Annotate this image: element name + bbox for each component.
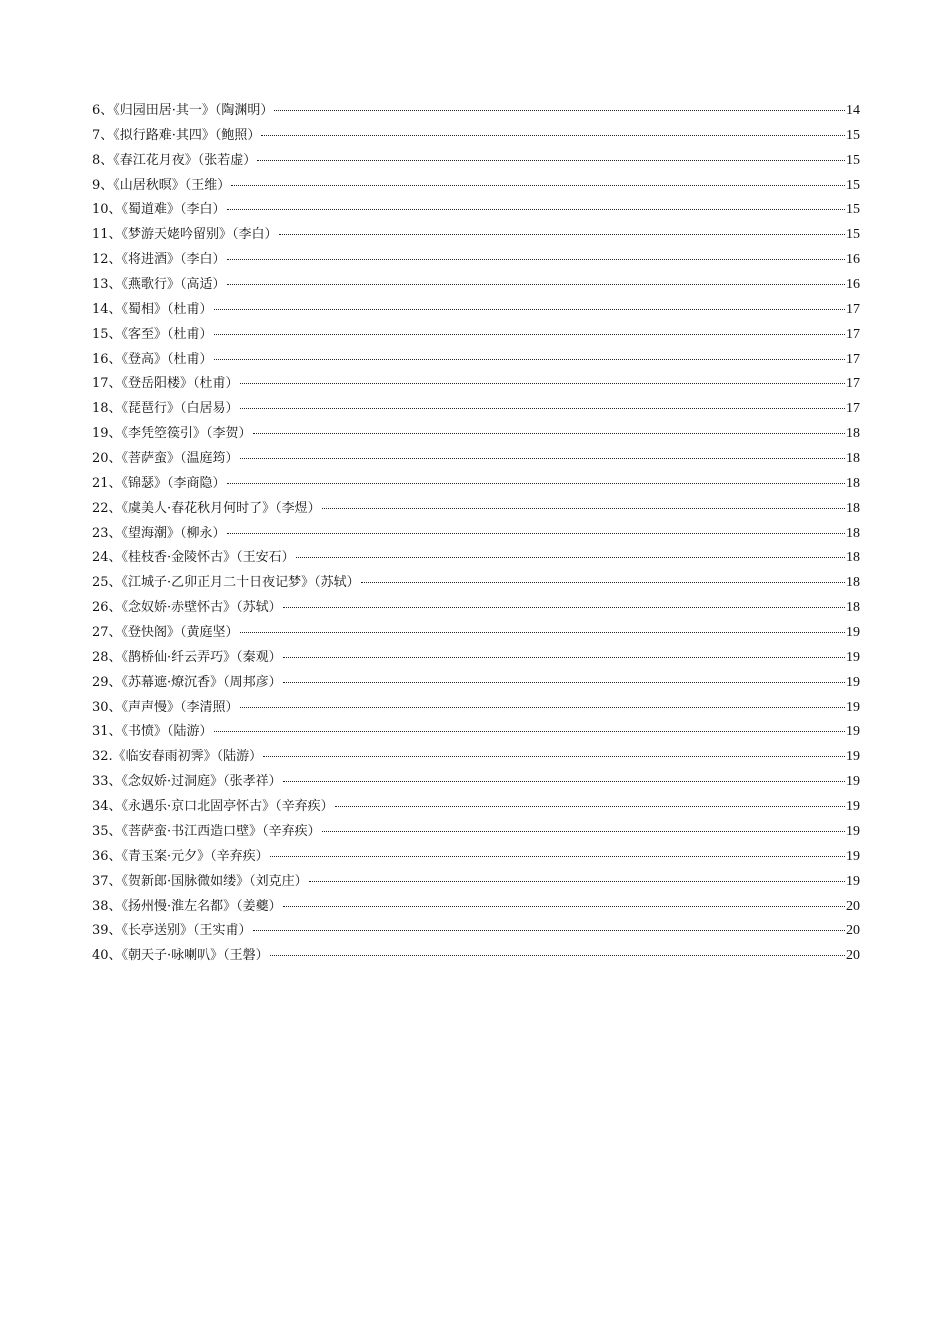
dot-leader (322, 819, 845, 832)
toc-entry-title: 6、《归园田居·其一》（陶渊明） (92, 103, 274, 118)
toc-entry-title: 31、《书愤》（陆游） (92, 724, 213, 740)
dot-leader (227, 272, 845, 285)
toc-entry-page-number: 19 (846, 625, 860, 641)
toc-entry-title: 33、《念奴娇·过洞庭》（张孝祥） (92, 774, 282, 790)
dot-leader (274, 98, 845, 111)
toc-entry-page-number: 20 (846, 898, 860, 914)
toc-entry-title: 12、《将进酒》（李白） (92, 252, 226, 268)
dot-leader (270, 943, 845, 956)
toc-entry-title: 21、《锦瑟》（李商隐） (92, 475, 226, 491)
toc-entry-page-number: 17 (846, 326, 860, 342)
toc-entry-title: 27、《登快阁》（黄庭坚） (92, 625, 239, 641)
toc-entry-title: 14、《蜀相》（杜甫） (92, 301, 213, 317)
dot-leader (240, 695, 845, 708)
toc-entry-title: 37、《贺新郎·国脉微如缕》（刘克庄） (92, 873, 308, 889)
toc-entry[interactable] (92, 820, 860, 845)
toc-entry-title: 25、《江城子·乙卯正月二十日夜记梦》（苏轼） (92, 575, 360, 591)
toc-entry-title: 8、《春江花月夜》（张若虚） (92, 152, 257, 168)
toc-entry[interactable] (92, 596, 860, 621)
toc-entry[interactable] (92, 795, 860, 820)
dot-leader (361, 570, 845, 583)
toc-entry-page-number: 17 (846, 401, 860, 417)
toc-entry[interactable] (92, 323, 860, 348)
toc-entry-title: 17、《登岳阳楼》（杜甫） (92, 376, 239, 392)
dot-leader (214, 322, 845, 335)
toc-entry-page-number: 19 (846, 799, 860, 815)
toc-entry-title: 29、《苏幕遮·燎沉香》（周邦彦） (92, 674, 282, 690)
toc-entry[interactable] (92, 720, 860, 745)
toc-entry-page-number: 15 (846, 127, 860, 143)
toc-entry-title: 39、《长亭送别》（王实甫） (92, 923, 252, 939)
toc-entry-title: 24、《桂枝香·金陵怀古》（王安石） (92, 550, 295, 566)
toc-entry[interactable] (92, 621, 860, 646)
toc-entry-title: 7、《拟行路难·其四》（鲍照） (92, 127, 261, 143)
toc-entry[interactable] (92, 223, 860, 248)
dot-leader (279, 222, 845, 235)
toc-entry[interactable] (92, 546, 860, 571)
dot-leader (335, 794, 845, 807)
toc-entry-title: 36、《青玉案·元夕》（辛弃疾） (92, 848, 269, 864)
toc-entry-page-number: 20 (846, 948, 860, 964)
toc-entry-page-number: 18 (846, 550, 860, 566)
dot-leader (296, 545, 845, 558)
toc-entry[interactable] (92, 447, 860, 472)
toc-entry-page-number: 14 (846, 103, 860, 118)
toc-entry-title: 35、《菩萨蛮·书江西造口壁》（辛弃疾） (92, 823, 321, 839)
dot-leader (283, 769, 845, 782)
toc-entry[interactable] (92, 919, 860, 944)
toc-entry[interactable] (92, 845, 860, 870)
toc-entry-title: 34、《永遇乐·京口北固亭怀古》（辛弃疾） (92, 799, 334, 815)
toc-entry-page-number: 19 (846, 873, 860, 889)
toc-entry-page-number: 17 (846, 301, 860, 317)
dot-leader (283, 595, 845, 608)
toc-entry-page-number: 19 (846, 674, 860, 690)
dot-leader (283, 894, 845, 907)
toc-entry[interactable] (92, 99, 860, 124)
toc-entry-page-number: 19 (846, 699, 860, 715)
toc-entry-title: 18、《琵琶行》（白居易） (92, 401, 239, 417)
toc-entry-title: 9、《山居秋暝》（王维） (92, 177, 231, 193)
dot-leader (227, 247, 845, 260)
toc-entry[interactable] (92, 372, 860, 397)
toc-entry[interactable] (92, 198, 860, 223)
toc-entry-title: 30、《声声慢》（李清照） (92, 699, 239, 715)
toc-entry-title: 13、《燕歌行》（高适） (92, 277, 226, 293)
toc-entry[interactable] (92, 671, 860, 696)
toc-entry-page-number: 20 (846, 923, 860, 939)
dot-leader (227, 521, 845, 534)
toc-entry[interactable] (92, 696, 860, 721)
dot-leader (240, 620, 845, 633)
toc-entry-page-number: 18 (846, 451, 860, 467)
dot-leader (263, 744, 845, 757)
toc-entry-page-number: 18 (846, 525, 860, 541)
toc-entry-title: 28、《鹊桥仙·纤云弄巧》（秦观） (92, 649, 282, 665)
toc-entry-title: 40、《朝天子·咏喇叭》（王磐） (92, 948, 269, 964)
toc-entry-page-number: 19 (846, 848, 860, 864)
toc-entry[interactable] (92, 422, 860, 447)
toc-entry[interactable] (92, 472, 860, 497)
dot-leader (283, 670, 845, 683)
dot-leader (227, 197, 845, 210)
toc-entry-page-number: 16 (846, 252, 860, 268)
toc-entry-page-number: 18 (846, 600, 860, 616)
toc-entry[interactable] (92, 522, 860, 547)
toc-entry[interactable] (92, 571, 860, 596)
toc-entry-page-number: 19 (846, 774, 860, 790)
toc-entry-page-number: 16 (846, 277, 860, 293)
toc-entry-page-number: 15 (846, 177, 860, 193)
toc-entry-title: 19、《李凭箜篌引》（李贺） (92, 426, 252, 442)
dot-leader (283, 645, 845, 658)
dot-leader (322, 496, 845, 509)
dot-leader (214, 347, 845, 360)
toc-entry[interactable] (92, 149, 860, 174)
toc-entry[interactable] (92, 397, 860, 422)
toc-entry[interactable] (92, 124, 860, 149)
dot-leader (257, 148, 845, 161)
dot-leader (231, 173, 845, 186)
toc-entry-page-number: 18 (846, 500, 860, 516)
toc-entry[interactable] (92, 273, 860, 298)
dot-leader (240, 371, 845, 384)
toc-entry-page-number: 19 (846, 649, 860, 665)
toc-entry-title: 20、《菩萨蛮》（温庭筠） (92, 451, 239, 467)
toc-entry-title: 10、《蜀道难》（李白） (92, 202, 226, 218)
toc-entry-page-number: 18 (846, 426, 860, 442)
toc-entry-page-number: 18 (846, 475, 860, 491)
toc-entry-page-number: 19 (846, 749, 860, 765)
dot-leader (253, 421, 845, 434)
dot-leader (270, 844, 845, 857)
dot-leader (214, 719, 845, 732)
toc-entry[interactable] (92, 745, 860, 770)
dot-leader (240, 446, 845, 459)
dot-leader (240, 396, 845, 409)
toc-entry-page-number: 19 (846, 724, 860, 740)
toc-entry-title: 23、《望海潮》（柳永） (92, 525, 226, 541)
toc-entry-page-number: 17 (846, 376, 860, 392)
dot-leader (261, 123, 845, 136)
toc-entry-title: 16、《登高》（杜甫） (92, 351, 213, 367)
toc-entry[interactable] (92, 497, 860, 522)
toc-entry[interactable] (92, 646, 860, 671)
dot-leader (227, 471, 845, 484)
toc-entry-title: 26、《念奴娇·赤壁怀古》（苏轼） (92, 600, 282, 616)
toc-entry-page-number: 19 (846, 823, 860, 839)
toc-entry[interactable] (92, 944, 860, 969)
toc-entry-page-number: 17 (846, 351, 860, 367)
toc-entry-title: 32.《临安春雨初霁》（陆游） (92, 749, 263, 765)
toc-entry-title: 11、《梦游天姥吟留别》（李白） (92, 227, 278, 243)
toc-entry-page-number: 18 (846, 575, 860, 591)
toc-entry[interactable] (92, 895, 860, 920)
dot-leader (253, 918, 845, 931)
toc-entry[interactable] (92, 174, 860, 199)
dot-leader (309, 869, 845, 882)
toc-entry-title: 38、《扬州慢·淮左名都》（姜夔） (92, 898, 282, 914)
toc-entry[interactable] (92, 298, 860, 323)
toc-entry[interactable] (92, 770, 860, 795)
toc-entry-page-number: 15 (846, 152, 860, 168)
toc-entry-title: 15、《客至》（杜甫） (92, 326, 213, 342)
toc-entry-page-number: 15 (846, 227, 860, 243)
table-of-contents (92, 99, 860, 969)
toc-entry-title: 22、《虞美人·春花秋月何时了》（李煜） (92, 500, 321, 516)
toc-entry-page-number: 15 (846, 202, 860, 218)
toc-entry[interactable] (92, 870, 860, 895)
toc-entry[interactable] (92, 348, 860, 373)
dot-leader (214, 297, 845, 310)
toc-entry[interactable] (92, 248, 860, 273)
